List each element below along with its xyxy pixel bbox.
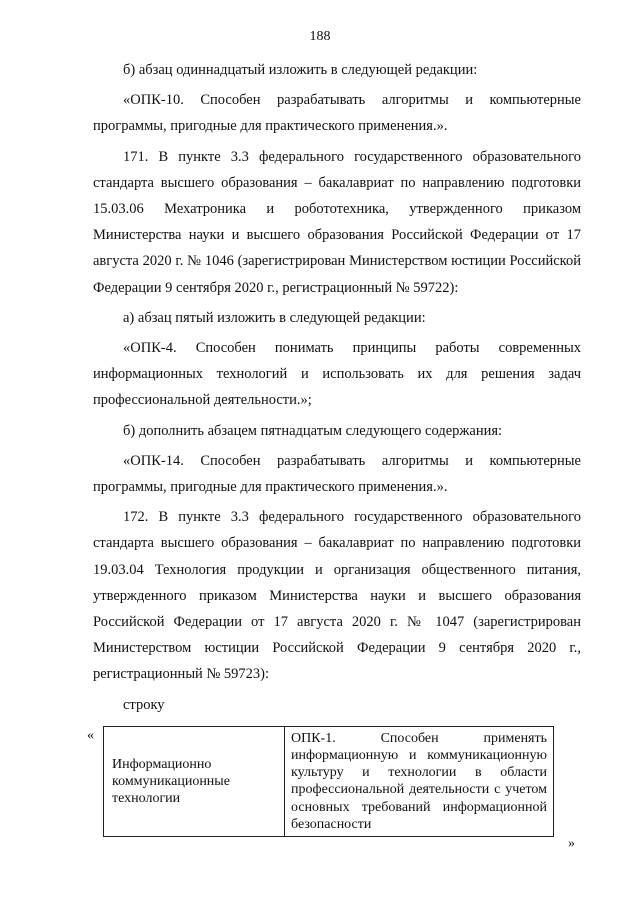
competency-table	[103, 726, 554, 837]
paragraph: б) абзац одиннадцатый изложить в следующей редакции:	[123, 62, 478, 78]
close-quote: »	[568, 835, 575, 851]
paragraph: 171. В пункте 3.3 федерального государственного образовательного стандарта высшего образования – бакалавриат по направлению подготовки 15.03.06 Мехатроника и робототехника, утвержденного приказом Министерства науки и высшего образования Российской Федерации от 17 августа 2020 г. № 1046 (зарегистрирован Министерством юстиции Российской Федерации 9 сентября 2020 г., регистрационный № 59722):	[93, 148, 581, 296]
table-cell-competency: ОПК-1. Способен применять информационную и коммуникационную культуру и технологии в области профессиональной деятельности с учетом основных требований информационной безопасности	[285, 726, 554, 836]
paragraph: б) дополнить абзацем пятнадцатым следующего содержания:	[123, 422, 503, 439]
paragraph: «ОПК-10. Способен разрабатывать алгоритмы и компьютерные программы, пригодные для практического применения.».	[93, 92, 581, 135]
open-quote: «	[87, 727, 94, 743]
document-body	[87, 57, 581, 851]
table-cell-area: Информационно коммуникационные технологии	[104, 726, 285, 836]
paragraph: «ОПК-14. Способен разрабатывать алгоритмы и компьютерные программы, пригодные для практического применения.».	[93, 452, 581, 496]
paragraph: «ОПК-4. Способен понимать принципы работы современных информационных технологий и использовать их для решения задач профессиональной деятельности.»;	[93, 340, 581, 409]
paragraph: строку	[123, 696, 165, 713]
page-number: 188	[309, 29, 331, 44]
competency-table-block	[87, 726, 581, 851]
table-row	[104, 726, 554, 836]
paragraph: 172. В пункте 3.3 федерального государственного образовательного стандарта высшего образования – бакалавриат по направлению подготовки 19.03.04 Технология продукции и организация общественного питания, утвержденного приказом Министерства науки и высшего образования Российской Федерации от 17 августа 2020 г. № 1047 (зарегистрирован Министерством юстиции Российской Федерации 9 сентября 2020 г., регистрационный № 59723):	[93, 509, 581, 683]
paragraph: а) абзац пятый изложить в следующей редакции:	[123, 309, 426, 326]
